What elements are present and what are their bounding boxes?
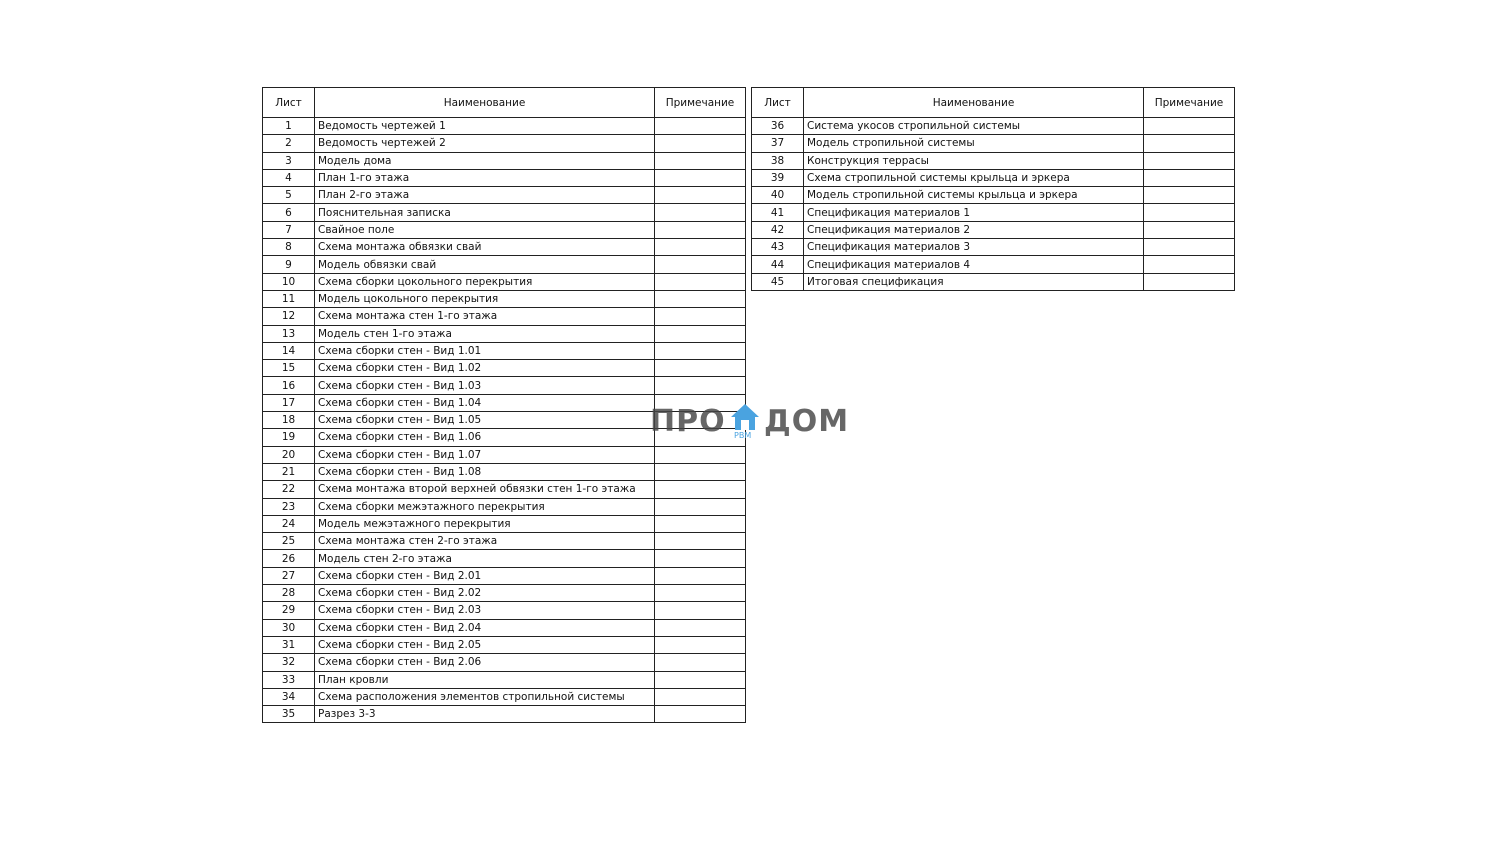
sheet-number: 26 [263,550,315,567]
table-row [752,118,1235,135]
table-row [263,342,746,359]
sheet-number: 17 [263,394,315,411]
sheet-number: 43 [752,239,804,256]
sheet-note [655,308,746,325]
sheet-note [655,290,746,307]
sheet-note [1144,118,1235,135]
sheet-number: 18 [263,412,315,429]
sheet-number: 23 [263,498,315,515]
sheet-name: Схема сборки стен - Вид 1.02 [315,360,655,377]
sheet-note [655,706,746,723]
table-row [263,688,746,705]
sheet-name: Схема сборки стен - Вид 1.06 [315,429,655,446]
sheet-name: Схема сборки стен - Вид 2.03 [315,602,655,619]
sheet-number: 21 [263,463,315,480]
table-row [752,256,1235,273]
watermark-small-text: РВМ [734,431,752,440]
table-row [263,619,746,636]
sheet-column-header: Лист [263,88,315,118]
sheet-note [655,446,746,463]
right-table-body [752,118,1235,291]
watermark-text-left: ПРО [650,404,726,439]
sheet-name: Схема монтажа второй верхней обвязки стен 1-го этажа [315,481,655,498]
sheet-number: 6 [263,204,315,221]
sheet-name: Схема сборки стен - Вид 1.07 [315,446,655,463]
sheet-number: 20 [263,446,315,463]
sheet-name: Схема сборки стен - Вид 1.03 [315,377,655,394]
sheet-note [655,187,746,204]
sheet-name: Конструкция террасы [804,152,1144,169]
sheet-name: Спецификация материалов 1 [804,204,1144,221]
sheet-name: Модель стен 2-го этажа [315,550,655,567]
sheet-name: Схема сборки стен - Вид 2.05 [315,636,655,653]
table-row [263,187,746,204]
sheet-number: 36 [752,118,804,135]
sheet-name: Схема монтажа обвязки свай [315,239,655,256]
sheet-name: Схема сборки стен - Вид 1.05 [315,412,655,429]
table-row [263,308,746,325]
sheet-name: Схема сборки стен - Вид 1.08 [315,463,655,480]
table-row [263,654,746,671]
sheet-note [1144,256,1235,273]
sheet-name: Модель стропильной системы крыльца и эркера [804,187,1144,204]
sheet-note [1144,152,1235,169]
sheet-name: Итоговая спецификация [804,273,1144,290]
sheet-note [655,602,746,619]
table-row [263,671,746,688]
sheet-note [655,273,746,290]
sheet-note [655,118,746,135]
sheet-note [655,204,746,221]
sheet-number: 13 [263,325,315,342]
sheet-number: 12 [263,308,315,325]
drawings-table-right [751,87,1235,291]
table-row [263,463,746,480]
watermark-text-right: ДОМ [764,404,850,439]
table-row [263,498,746,515]
sheet-name: Спецификация материалов 3 [804,239,1144,256]
sheet-number: 33 [263,671,315,688]
sheet-note [1144,169,1235,186]
sheet-name: Модель межэтажного перекрытия [315,515,655,532]
sheet-note [655,463,746,480]
table-row [752,239,1235,256]
sheet-name: Спецификация материалов 2 [804,221,1144,238]
sheet-name: Модель обвязки свай [315,256,655,273]
sheet-number: 38 [752,152,804,169]
table-row [263,481,746,498]
sheet-name: Схема сборки стен - Вид 1.04 [315,394,655,411]
sheet-name: Схема сборки цокольного перекрытия [315,273,655,290]
sheet-name: Ведомость чертежей 1 [315,118,655,135]
sheet-number: 25 [263,533,315,550]
table-row [263,377,746,394]
table-row [752,273,1235,290]
sheet-number: 34 [263,688,315,705]
sheet-note [655,152,746,169]
sheet-name: Система укосов стропильной системы [804,118,1144,135]
sheet-name: Схема монтажа стен 2-го этажа [315,533,655,550]
sheet-name: Схема монтажа стен 1-го этажа [315,308,655,325]
sheet-name: Схема сборки стен - Вид 2.04 [315,619,655,636]
sheet-note [655,169,746,186]
table-row [263,567,746,584]
table-row [752,221,1235,238]
sheet-name: Ведомость чертежей 2 [315,135,655,152]
sheet-note [655,550,746,567]
sheet-note [655,585,746,602]
table-row [263,446,746,463]
sheet-note [1144,221,1235,238]
table-row [263,706,746,723]
sheet-name: Схема сборки стен - Вид 1.01 [315,342,655,359]
sheet-number: 32 [263,654,315,671]
table-row [263,636,746,653]
sheet-note [655,636,746,653]
sheet-note [655,135,746,152]
table-row [263,256,746,273]
table-row [263,169,746,186]
table-row [263,585,746,602]
sheet-number: 3 [263,152,315,169]
sheet-name: Схема расположения элементов стропильной системы [315,688,655,705]
sheet-number: 39 [752,169,804,186]
sheet-number: 11 [263,290,315,307]
table-row [263,135,746,152]
table-row [263,602,746,619]
sheet-number: 24 [263,515,315,532]
table-row [263,515,746,532]
sheet-number: 42 [752,221,804,238]
sheet-number: 40 [752,187,804,204]
sheet-note [1144,135,1235,152]
sheet-number: 30 [263,619,315,636]
sheet-number: 5 [263,187,315,204]
name-column-header: Наименование [804,88,1144,118]
sheet-note [1144,187,1235,204]
table-row [263,118,746,135]
sheet-note [655,481,746,498]
sheet-note [655,342,746,359]
sheet-note [1144,204,1235,221]
sheet-number: 9 [263,256,315,273]
sheet-name: Пояснительная записка [315,204,655,221]
sheet-number: 22 [263,481,315,498]
sheet-number: 28 [263,585,315,602]
sheet-note [655,533,746,550]
sheet-name: Модель цокольного перекрытия [315,290,655,307]
sheet-note [655,221,746,238]
sheet-number: 19 [263,429,315,446]
table-row [263,360,746,377]
sheet-name: Схема стропильной системы крыльца и эркера [804,169,1144,186]
table-row [263,290,746,307]
sheet-number: 16 [263,377,315,394]
sheet-number: 1 [263,118,315,135]
sheet-name: Схема сборки межэтажного перекрытия [315,498,655,515]
sheet-column-header: Лист [752,88,804,118]
sheet-name: Схема сборки стен - Вид 2.06 [315,654,655,671]
sheet-name: Схема сборки стен - Вид 2.01 [315,567,655,584]
sheet-number: 44 [752,256,804,273]
table-row [752,204,1235,221]
sheet-note [655,654,746,671]
sheet-number: 8 [263,239,315,256]
sheet-name: План 2-го этажа [315,187,655,204]
sheet-number: 29 [263,602,315,619]
sheet-number: 27 [263,567,315,584]
sheet-number: 45 [752,273,804,290]
sheet-number: 10 [263,273,315,290]
sheet-name: Модель стропильной системы [804,135,1144,152]
table-row [263,533,746,550]
note-column-header: Примечание [1144,88,1235,118]
sheet-name: Спецификация материалов 4 [804,256,1144,273]
table-row [263,204,746,221]
sheet-note [655,688,746,705]
sheet-number: 37 [752,135,804,152]
table-row [752,169,1235,186]
sheet-name: Свайное поле [315,221,655,238]
sheet-number: 14 [263,342,315,359]
sheet-number: 4 [263,169,315,186]
sheet-name: Разрез 3-3 [315,706,655,723]
sheet-note [1144,239,1235,256]
note-column-header: Примечание [655,88,746,118]
table-row [752,135,1235,152]
table-row [263,239,746,256]
table-row [263,221,746,238]
sheet-number: 2 [263,135,315,152]
sheet-name: План кровли [315,671,655,688]
sheet-note [655,498,746,515]
table-row [263,152,746,169]
sheet-note [655,671,746,688]
table-row [752,152,1235,169]
sheet-number: 35 [263,706,315,723]
sheet-name: Модель стен 1-го этажа [315,325,655,342]
table-row [263,273,746,290]
sheet-note [655,325,746,342]
sheet-number: 15 [263,360,315,377]
header-row [263,88,746,118]
sheet-name: Модель дома [315,152,655,169]
watermark-logo [648,400,858,444]
sheet-note [655,515,746,532]
table-row [263,550,746,567]
sheet-note [655,239,746,256]
header-row [752,88,1235,118]
sheet-note [655,619,746,636]
sheet-note [1144,273,1235,290]
sheet-number: 31 [263,636,315,653]
sheet-note [655,256,746,273]
sheet-name: План 1-го этажа [315,169,655,186]
table-row [263,325,746,342]
sheet-note [655,360,746,377]
name-column-header: Наименование [315,88,655,118]
table-row [752,187,1235,204]
sheet-note [655,377,746,394]
sheet-number: 41 [752,204,804,221]
sheet-number: 7 [263,221,315,238]
sheet-note [655,567,746,584]
sheet-name: Схема сборки стен - Вид 2.02 [315,585,655,602]
